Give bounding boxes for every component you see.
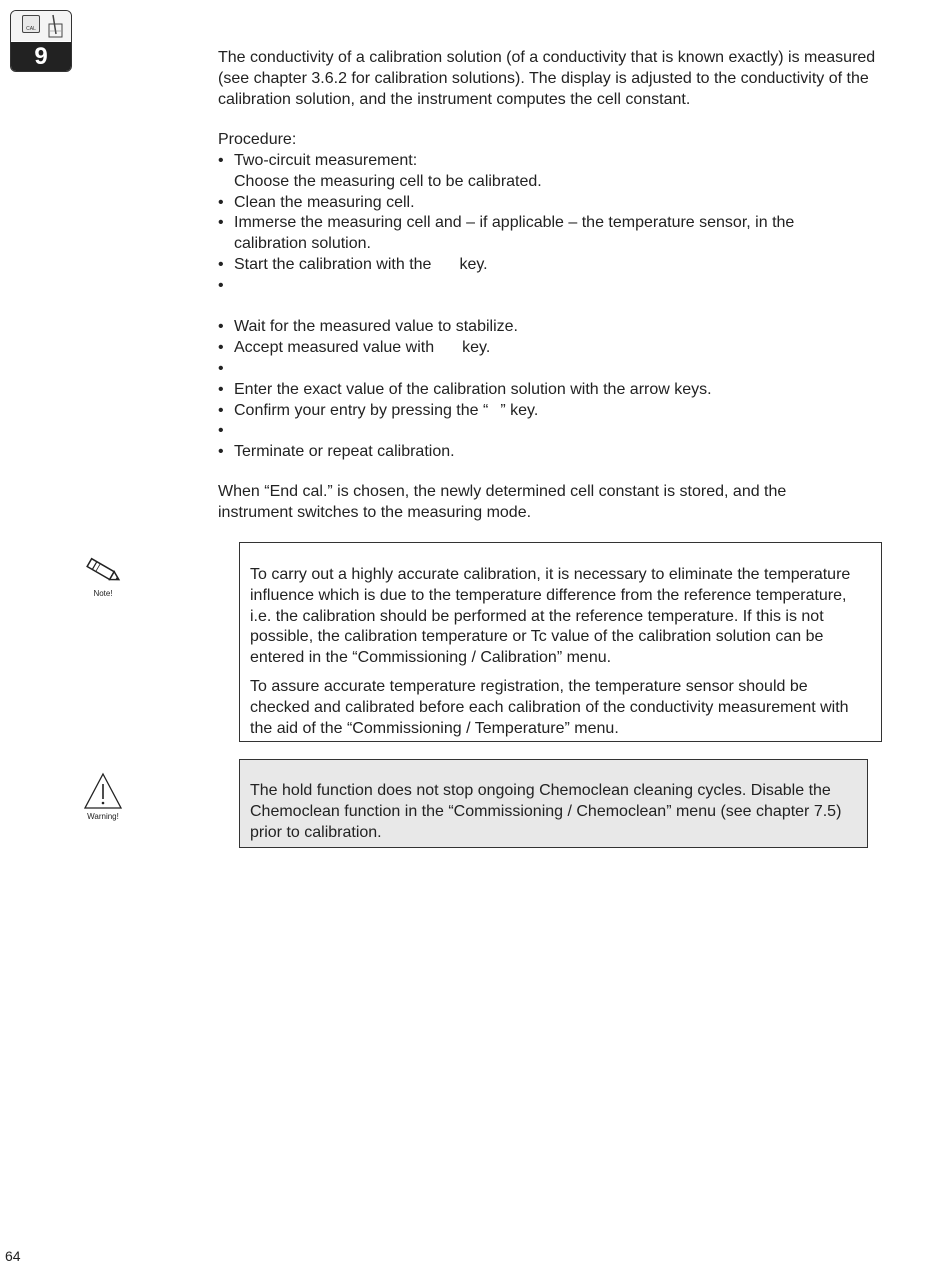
step-text: Terminate or repeat calibration. xyxy=(234,443,455,461)
step-text: key. xyxy=(459,255,488,273)
badge-icon-row xyxy=(11,11,71,41)
probe-beaker-icon xyxy=(47,14,65,38)
step-text: ” key. xyxy=(500,401,539,419)
step-text: Wait for the measured value to stabilize. xyxy=(234,318,518,336)
pencil-icon xyxy=(83,555,123,587)
step-clean xyxy=(218,193,858,214)
conclusion-paragraph: When “End cal.” is chosen, the newly determined cell constant is stored, and the instrument switches to the measuring mode. xyxy=(218,483,787,521)
step-text: Immerse the measuring cell and – if applicable – the temperature sensor, in the calibration solution. xyxy=(234,214,795,253)
page-number: 64 xyxy=(5,1248,21,1264)
step-text: Enter the exact value of the calibration solution with the arrow keys. xyxy=(234,380,712,398)
cal-display-icon xyxy=(22,15,40,33)
note-box xyxy=(239,542,882,742)
cal-label: CAL xyxy=(26,26,36,32)
warning-label: Warning! xyxy=(87,812,119,821)
note-label: Note! xyxy=(93,589,113,598)
note-paragraph: To assure accurate temperature registration, the temperature sensor should be checked and calibrated before each calibration of the conductivity measurement with the aid of the “Commissioning / Temperature” menu. xyxy=(250,677,849,737)
chapter-number: 9 xyxy=(11,42,71,71)
procedure-steps xyxy=(218,151,858,463)
step-text: Accept measured value with xyxy=(234,339,435,357)
step-start xyxy=(218,255,858,276)
step-text: Confirm your entry by pressing the “ xyxy=(234,401,489,419)
step-two-circuit xyxy=(218,151,858,193)
procedure-heading: Procedure: xyxy=(218,131,297,148)
chapter-badge xyxy=(10,10,72,72)
intro-paragraph: The conductivity of a calibration solution (of a conductivity that is known exactly) is measured (see chapter 3.6.2 for calibration solutions). The display is adjusted to the conductivity of the calibration solution, and the instrument computes the cell constant. xyxy=(218,49,876,108)
step-enter-value xyxy=(218,380,858,401)
note-paragraph: To carry out a highly accurate calibration, it is necessary to eliminate the temperature influence which is due to the temperature difference from the reference temperature, i.e. the calibration should be performed at the reference temperature. If this is not possible, the calibration temperature or Tc value of the calibration solution can be entered in the “Commissioning / Calibration” menu. xyxy=(250,566,851,667)
step-accept xyxy=(218,338,858,359)
step-text: Start the calibration with the xyxy=(234,255,432,273)
step-immerse xyxy=(218,213,858,255)
warning-marker xyxy=(78,772,128,821)
step-confirm xyxy=(218,401,858,422)
warning-box xyxy=(239,759,868,848)
step-empty xyxy=(218,359,858,380)
warning-text: The hold function does not stop ongoing Chemoclean cleaning cycles. Disable the Chemoclean function in the “Commissioning / Chemoclean” menu (see chapter 7.5) prior to calibration. xyxy=(250,782,842,841)
step-empty xyxy=(218,276,858,318)
step-text: Clean the measuring cell. xyxy=(234,193,415,211)
step-empty xyxy=(218,421,858,442)
step-terminate xyxy=(218,442,858,463)
step-text: Two-circuit measurement: xyxy=(234,152,418,169)
step-wait xyxy=(218,317,858,338)
note-marker xyxy=(78,555,128,598)
step-text: Choose the measuring cell to be calibrated. xyxy=(234,172,542,190)
step-text: key. xyxy=(462,339,491,357)
warning-triangle-icon xyxy=(83,772,123,810)
